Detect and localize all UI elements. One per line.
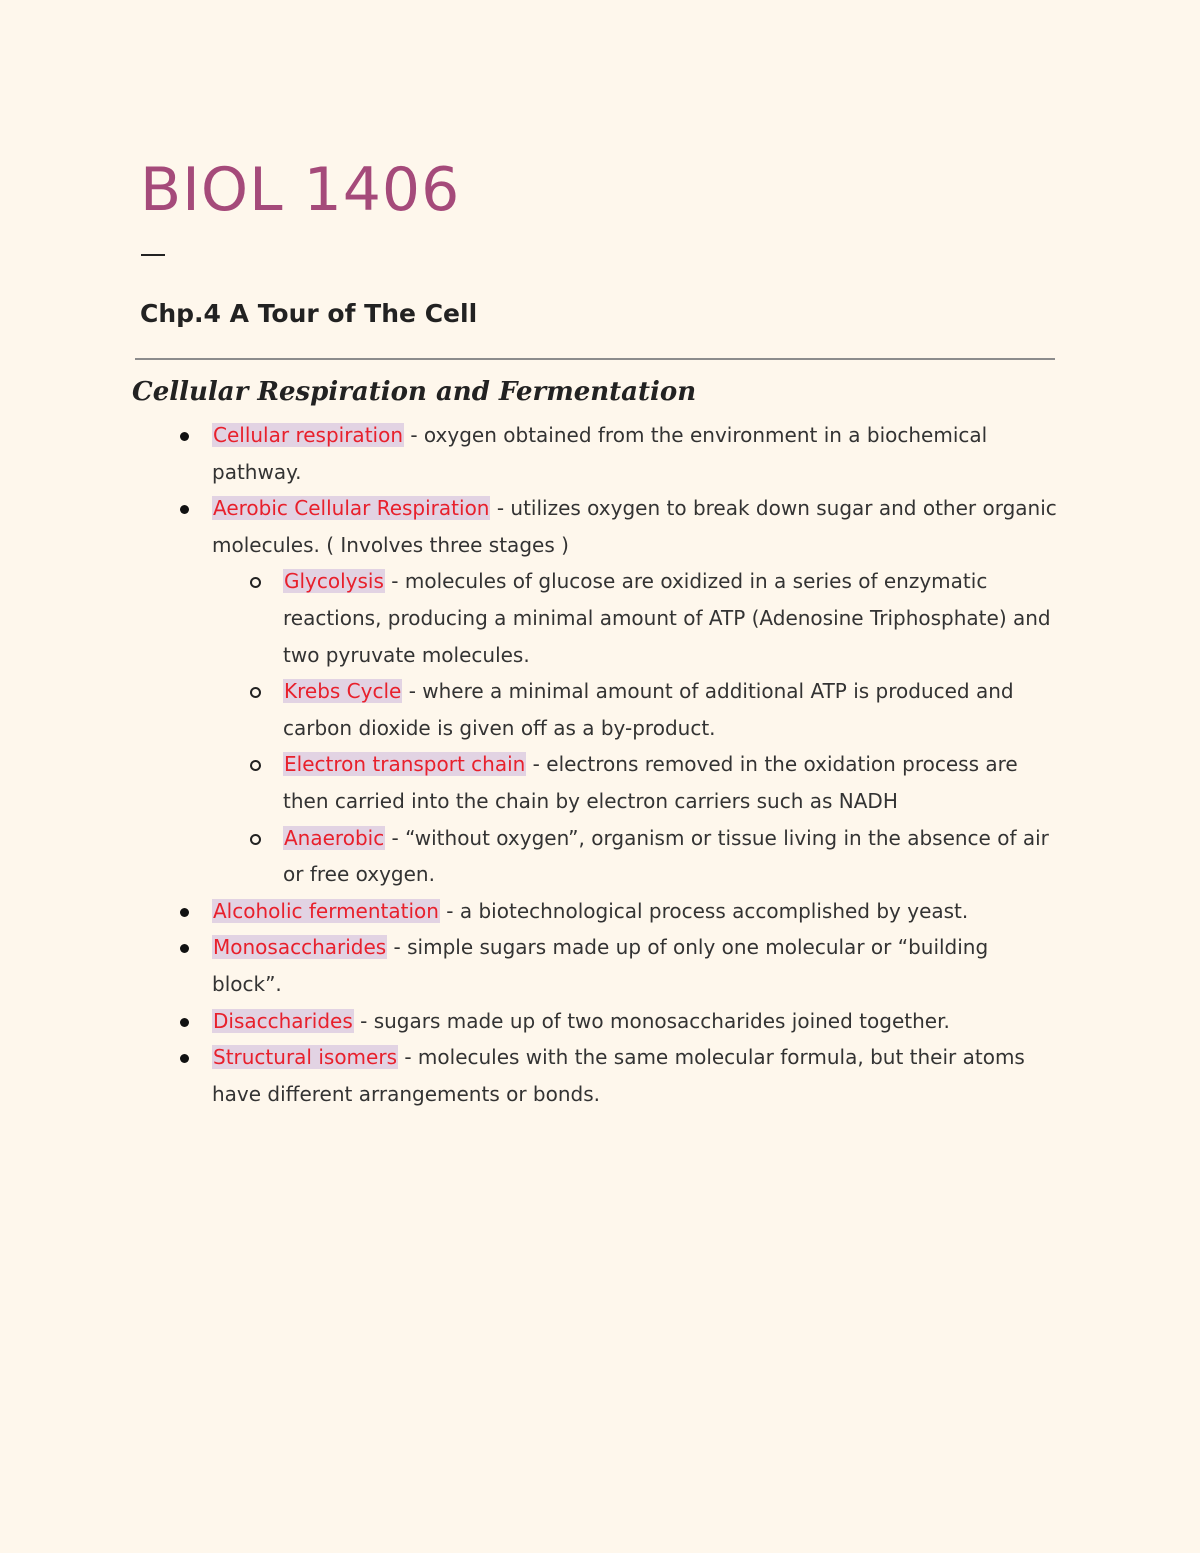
term-definition: - where a minimal amount of additional ATP is produced and carbon dioxide is given off as a by-product. bbox=[283, 679, 1014, 740]
term-highlight: Krebs Cycle bbox=[284, 679, 402, 704]
sub-list-item bbox=[283, 563, 1062, 673]
bullet-dot-icon bbox=[180, 1018, 189, 1027]
list-item bbox=[212, 490, 1062, 893]
list-item bbox=[212, 417, 1062, 490]
term-definition: - utilizes oxygen to break down sugar and other organic molecules. ( Involves three stages ) bbox=[212, 496, 1057, 557]
title-dash bbox=[141, 254, 165, 256]
term-definition: - sugars made up of two monosaccharides joined together. bbox=[353, 1008, 950, 1033]
sub-list-item bbox=[283, 673, 1062, 746]
term-definition: - electrons removed in the oxidation process are then carried into the chain by electron carriers such as NADH bbox=[283, 752, 1018, 813]
bullet-ring-icon bbox=[250, 760, 261, 771]
sub-notes-list bbox=[212, 563, 1062, 892]
list-item bbox=[212, 893, 1062, 930]
term-highlight: Alcoholic fermentation bbox=[213, 898, 439, 923]
term-highlight: Monosaccharides bbox=[213, 935, 387, 960]
notes-list bbox=[212, 417, 1062, 1112]
term-definition: - “without oxygen”, organism or tissue living in the absence of air or free oxygen. bbox=[283, 825, 1049, 887]
term-highlight: Structural isomers bbox=[213, 1045, 397, 1070]
list-item bbox=[212, 1003, 1062, 1040]
bullet-ring-icon bbox=[250, 834, 261, 845]
bullet-dot-icon bbox=[180, 944, 189, 953]
section-heading: Cellular Respiration and Fermentation bbox=[132, 377, 697, 407]
list-item bbox=[212, 1039, 1062, 1112]
term-highlight: Glycolysis bbox=[284, 569, 384, 594]
bullet-dot-icon bbox=[180, 1054, 189, 1063]
term-highlight: Electron transport chain bbox=[284, 752, 526, 777]
term-highlight: Aerobic Cellular Respiration bbox=[213, 496, 490, 521]
term-highlight: Cellular respiration bbox=[213, 423, 403, 447]
chapter-heading: Chp.4 A Tour of The Cell bbox=[140, 299, 478, 328]
term-definition: - oxygen obtained from the environment in a biochemical pathway. bbox=[212, 423, 988, 484]
term-definition: - molecules with the same molecular formula, but their atoms have different arrangements or bonds. bbox=[212, 1045, 1025, 1106]
term-definition: - simple sugars made up of only one molecular or “building block”. bbox=[212, 935, 989, 996]
bullet-dot-icon bbox=[180, 505, 189, 514]
bullet-dot-icon bbox=[180, 432, 189, 441]
sub-list-item bbox=[283, 820, 1062, 893]
term-highlight: Disaccharides bbox=[213, 1008, 353, 1033]
section-divider bbox=[135, 358, 1055, 360]
bullet-ring-icon bbox=[250, 687, 261, 698]
term-definition: - a biotechnological process accomplished by yeast. bbox=[439, 898, 969, 923]
list-item bbox=[212, 929, 1062, 1002]
document-title: BIOL 1406 bbox=[140, 155, 461, 225]
term-definition: - molecules of glucose are oxidized in a series of enzymatic reactions, producing a minimal amount of ATP (Adenosine Triphosphate) and two pyruvate molecules. bbox=[283, 569, 1051, 667]
sub-list-item bbox=[283, 746, 1062, 819]
term-highlight: Anaerobic bbox=[284, 825, 385, 850]
bullet-ring-icon bbox=[250, 577, 261, 588]
bullet-dot-icon bbox=[180, 908, 189, 917]
